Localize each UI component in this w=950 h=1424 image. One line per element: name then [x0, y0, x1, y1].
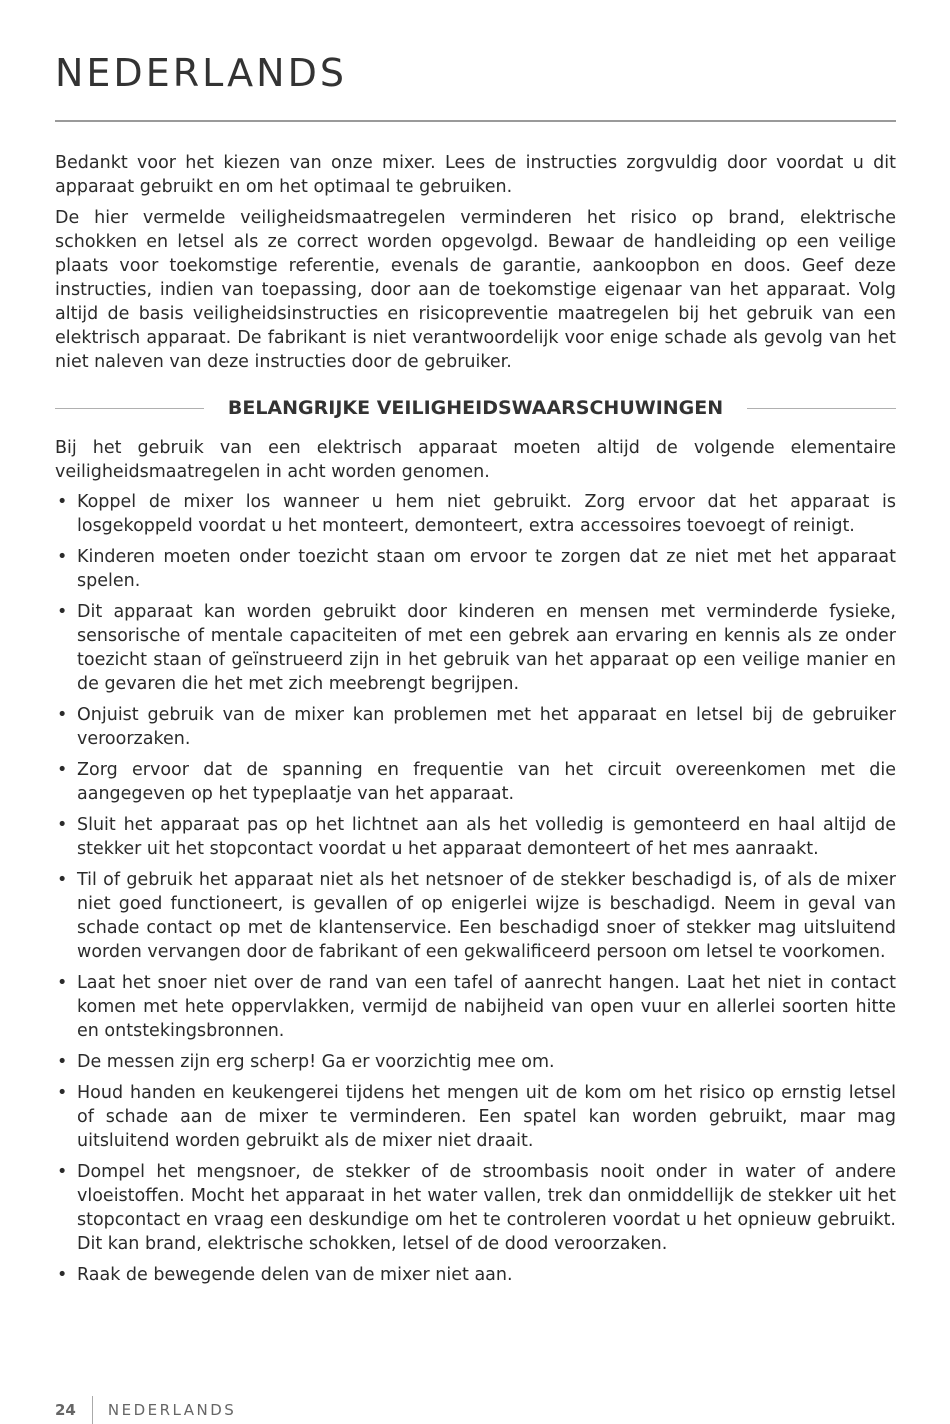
bullet-icon: •: [57, 973, 68, 993]
bullet-icon: •: [57, 760, 68, 780]
list-item: [55, 703, 896, 751]
list-item: [55, 1081, 896, 1153]
section-heading: [55, 396, 896, 420]
list-item-text: Raak de bewegende delen van de mixer niet aan.: [77, 1265, 513, 1285]
title-divider: [55, 120, 896, 122]
list-item: [55, 490, 896, 538]
bullet-icon: •: [57, 602, 68, 622]
page-number: 24: [55, 1401, 76, 1419]
page-footer: [55, 1396, 236, 1424]
section-title: BELANGRIJKE VEILIGHEIDSWAARSCHUWINGEN: [227, 397, 724, 419]
warnings-list: [55, 490, 896, 1287]
bullet-icon: •: [57, 1083, 68, 1103]
list-item-text: Dit apparaat kan worden gebruikt door kinderen en mensen met verminderde fysieke, sensorische of mentale capaciteiten of met een gebrek aan ervaring en kennis als ze onder toezicht staan of geïnstrueerd zijn in het gebruik van het apparaat op een veilige manier en de gevaren die het met zich meebrengt begrijpen.: [77, 602, 896, 694]
list-item: [55, 1160, 896, 1256]
list-item-text: Kinderen moeten onder toezicht staan om ervoor te zorgen dat ze niet met het apparaat spelen.: [77, 547, 896, 591]
list-item-text: Sluit het apparaat pas op het lichtnet aan als het volledig is gemonteerd en haal altijd de stekker uit het stopcontact voordat u het apparaat demonteert of het mes aanraakt.: [77, 815, 896, 859]
list-item: [55, 1263, 896, 1287]
list-item: [55, 600, 896, 696]
list-item: [55, 868, 896, 964]
bullet-icon: •: [57, 492, 68, 512]
intro-paragraph: De hier vermelde veiligheidsmaatregelen verminderen het risico op brand, elektrische schokken en letsel als ze correct worden opgevolgd. Bewaar de handleiding op een veilige plaats voor toekomstige referentie, evenals de garantie, aankoopbon en doos. Geef deze instructies, indien van toepassing, door aan de toekomstige eigenaar van het apparaat. Volg altijd de basis veiligheidsinstructies en risicopreventie maatregelen bij het gebruik van een elektrisch apparaat. De fabrikant is niet verantwoordelijk voor enige schade als gevolg van het niet naleven van deze instructies door de gebruiker.: [55, 208, 896, 372]
bullet-icon: •: [57, 815, 68, 835]
bullet-icon: •: [57, 870, 68, 890]
list-item-text: Laat het snoer niet over de rand van een tafel of aanrecht hangen. Laat het niet in contact komen met hete oppervlakken, vermijd de nabijheid van open vuur en allerlei soorten hitte en ontstekingsbronnen.: [77, 973, 896, 1041]
list-item-text: De messen zijn erg scherp! Ga er voorzichtig mee om.: [77, 1052, 555, 1072]
bullet-icon: •: [57, 1052, 68, 1072]
footer-label: NEDERLANDS: [107, 1401, 237, 1419]
list-item-text: Houd handen en keukengerei tijdens het mengen uit de kom om het risico op ernstig letsel of schade aan de mixer te verminderen. Een spatel kan worden gebruikt, maar mag uitsluitend worden gebruikt als de mixer niet draait.: [77, 1083, 896, 1151]
section-heading-right-rule: [747, 408, 896, 409]
list-item-text: Dompel het mengsnoer, de stekker of de stroombasis nooit onder in water of andere vloeistoffen. Mocht het apparaat in het water vallen, trek dan onmiddellijk de stekker uit het stopcontact en vraag een deskundige om het te controleren voordat u het opnieuw gebruikt. Dit kan brand, elektrische schokken, letsel of de dood veroorzaken.: [77, 1162, 896, 1254]
page-title: NEDERLANDS: [55, 51, 347, 95]
list-item-text: Onjuist gebruik van de mixer kan problemen met het apparaat en letsel bij de gebruiker veroorzaken.: [77, 705, 896, 749]
list-item: [55, 758, 896, 806]
footer-divider: [92, 1396, 93, 1424]
list-item-text: Koppel de mixer los wanneer u hem niet gebruikt. Zorg ervoor dat het apparaat is losgekoppeld voordat u het monteert, demonteert, extra accessoires toevoegt of reinigt.: [77, 492, 896, 536]
list-item: [55, 1050, 896, 1074]
bullet-icon: •: [57, 705, 68, 725]
list-item: [55, 545, 896, 593]
list-item-text: Zorg ervoor dat de spanning en frequentie van het circuit overeenkomen met die aangegeven op het typeplaatje van het apparaat.: [77, 760, 896, 804]
bullet-icon: •: [57, 547, 68, 567]
intro-paragraph: Bedankt voor het kiezen van onze mixer. Lees de instructies zorgvuldig door voordat u dit apparaat gebruikt en om het optimaal te gebruiken.: [55, 153, 896, 197]
bullet-icon: •: [57, 1265, 68, 1285]
document-body: [55, 151, 896, 1294]
section-intro: Bij het gebruik van een elektrisch apparaat moeten altijd de volgende elementaire veiligheidsmaatregelen in acht worden genomen.: [55, 438, 896, 482]
list-item: [55, 813, 896, 861]
list-item-text: Til of gebruik het apparaat niet als het netsnoer of de stekker beschadigd is, of als de mixer niet goed functioneert, is gevallen of op enigerlei wijze is beschadigd. Neem in geval van schade contact op met de klantenservice. Een beschadigd snoer of stekker mag uitsluitend worden vervangen door de fabrikant of een gekwalificeerd persoon om letsel te voorkomen.: [77, 870, 896, 962]
bullet-icon: •: [57, 1162, 68, 1182]
list-item: [55, 971, 896, 1043]
section-heading-left-rule: [55, 408, 204, 409]
